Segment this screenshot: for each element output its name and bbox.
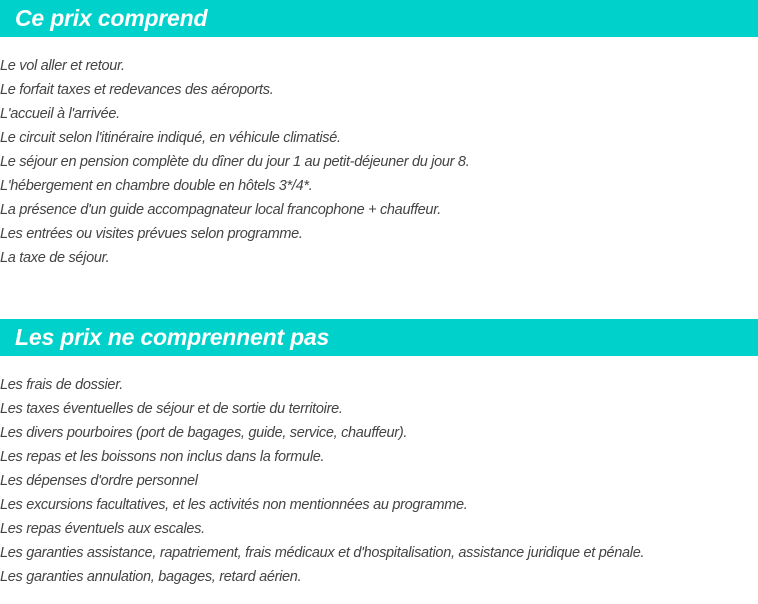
included-section <box>0 0 758 270</box>
list-item: Le vol aller et retour. <box>0 58 125 74</box>
list-item: Le séjour en pension complète du dîner du jour 1 au petit-déjeuner du jour 8. <box>0 154 470 170</box>
excluded-section <box>0 319 758 589</box>
included-header <box>0 0 758 37</box>
list-item: Les divers pourboires (port de bagages, guide, service, chauffeur). <box>0 425 408 441</box>
list-item: Les entrées ou visites prévues selon programme. <box>0 226 303 242</box>
list-item: Les excursions facultatives, et les activités non mentionnées au programme. <box>0 497 468 513</box>
list-item: Les garanties annulation, bagages, retard aérien. <box>0 569 302 585</box>
excluded-list <box>0 373 758 589</box>
excluded-title: Les prix ne comprennent pas <box>15 324 330 350</box>
list-item: La présence d'un guide accompagnateur local francophone + chauffeur. <box>0 202 441 218</box>
list-item: L'hébergement en chambre double en hôtels 3*/4*. <box>0 178 313 194</box>
list-item: Les dépenses d'ordre personnel <box>0 473 198 489</box>
list-item: Le circuit selon l'itinéraire indiqué, en véhicule climatisé. <box>0 130 341 146</box>
list-item: L'accueil à l'arrivée. <box>0 106 120 122</box>
list-item: Les taxes éventuelles de séjour et de sortie du territoire. <box>0 401 343 417</box>
list-item: Les frais de dossier. <box>0 377 123 393</box>
list-item: Les repas et les boissons non inclus dans la formule. <box>0 449 325 465</box>
list-item: Le forfait taxes et redevances des aéroports. <box>0 82 274 98</box>
list-item: La taxe de séjour. <box>0 250 110 266</box>
included-list <box>0 54 758 270</box>
included-title: Ce prix comprend <box>15 5 208 31</box>
list-item: Les garanties assistance, rapatriement, frais médicaux et d'hospitalisation, assistance juridique et pénale. <box>0 545 645 561</box>
excluded-header <box>0 319 758 356</box>
list-item: Les repas éventuels aux escales. <box>0 521 205 537</box>
